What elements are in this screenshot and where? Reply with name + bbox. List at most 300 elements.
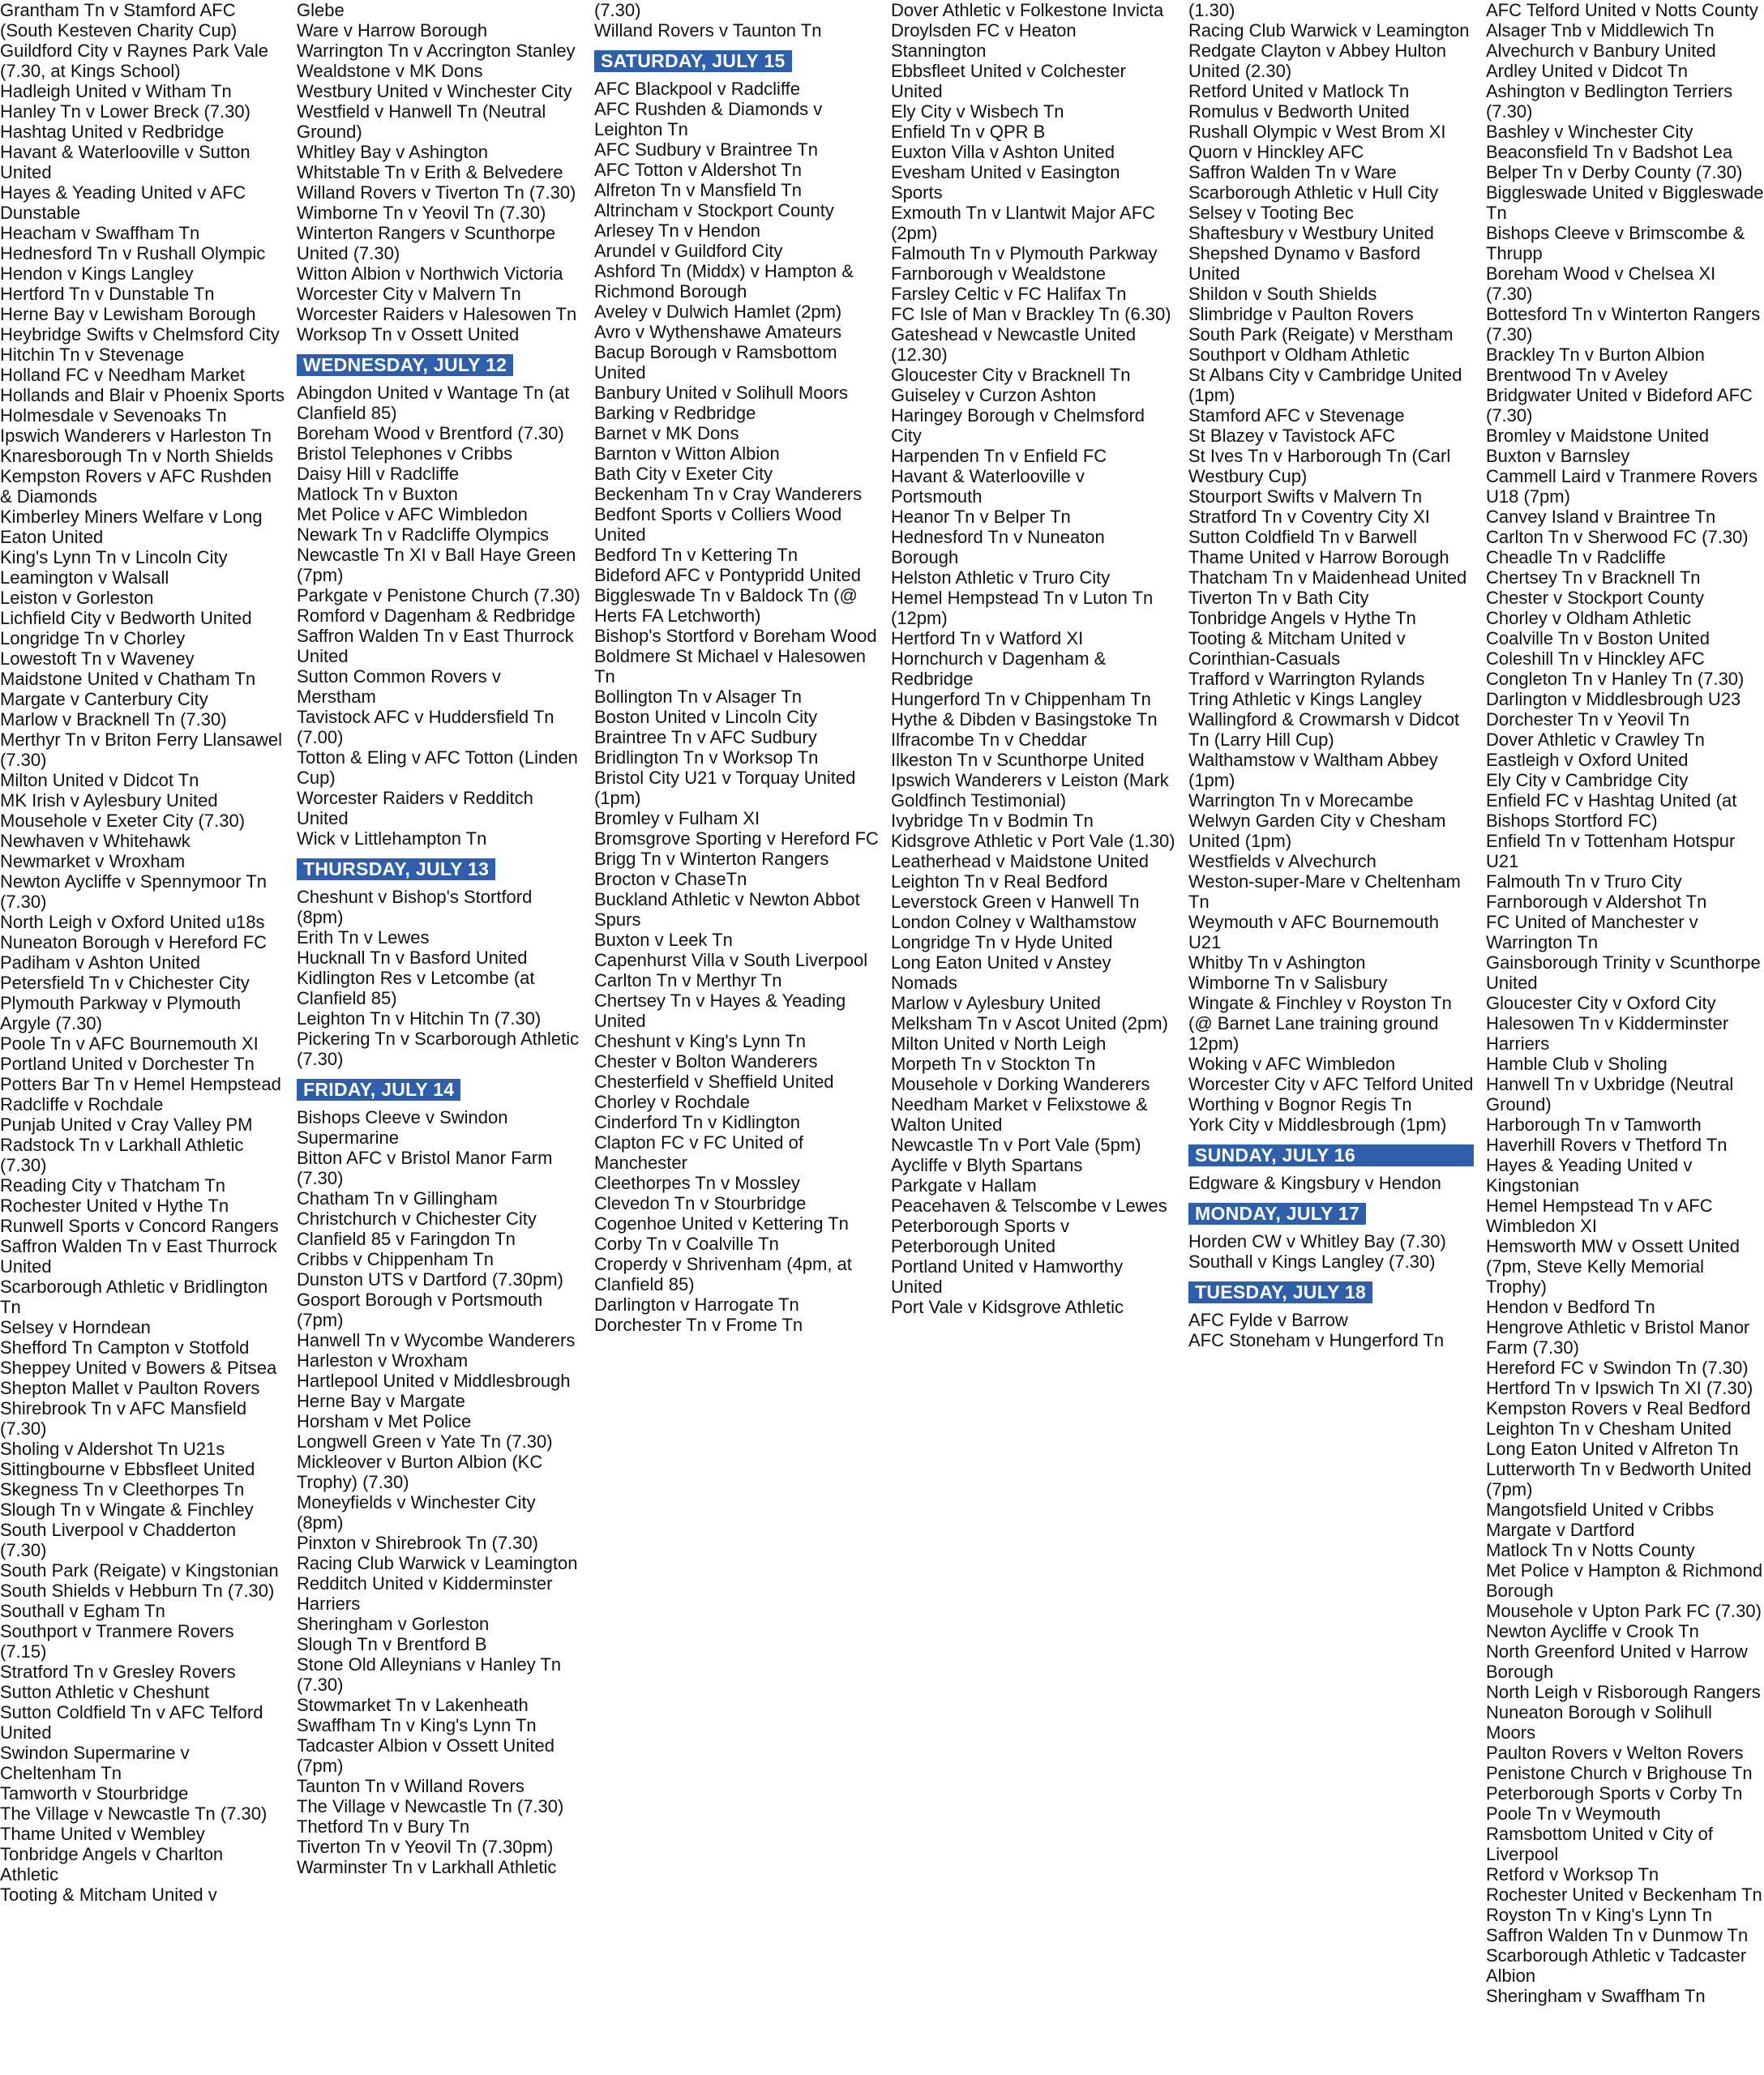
fixture-entry: Stamford AFC v Stevenage: [1188, 405, 1405, 426]
fixture-entry: Cleethorpes Tn v Mossley: [594, 1173, 800, 1193]
fixture-entry: Heacham v Swaffham Tn: [0, 223, 200, 243]
date-header: SUNDAY, JULY 16: [1188, 1144, 1474, 1166]
fixture-entry: Weymouth v AFC Bournemouth U21: [1188, 912, 1439, 952]
fixture-entry: Selsey v Tooting Bec: [1188, 203, 1354, 223]
fixture-entry: Matlock Tn v Buxton: [297, 484, 458, 504]
fixture-entry: Ipswich Wanderers v Harleston Tn: [0, 426, 272, 446]
fixture-entry: Worcester City v AFC Telford United: [1188, 1074, 1474, 1094]
fixture-entry: Farnborough v Aldershot Tn: [1486, 892, 1707, 912]
fixture-entry: Selsey v Horndean: [0, 1317, 151, 1337]
fixture-entry: Redditch United v Kidderminster Harriers: [297, 1573, 553, 1614]
fixture-entry: Hayes & Yeading United v AFC Dunstable: [0, 182, 246, 223]
fixture-entry: Ashford Tn (Middx) v Hampton & Richmond Borough: [594, 261, 854, 302]
fixture-entry: Whitstable Tn v Erith & Belvedere: [297, 162, 563, 182]
fixture-entry: Shildon v South Shields: [1188, 284, 1377, 304]
fixture-entry: Bridlington Tn v Worksop Tn: [594, 747, 819, 768]
fixture-entry: Croperdy v Shrivenham (4pm, at Clanfield 85): [594, 1254, 852, 1294]
fixture-entry: Haverhill Rovers v Thetford Tn: [1486, 1135, 1728, 1155]
fixture-entry: Beckenham Tn v Cray Wanderers: [594, 484, 863, 504]
fixture-entry: Darlington v Harrogate Tn: [594, 1294, 799, 1315]
fixture-entry: Mousehole v Upton Park FC (7.30): [1486, 1601, 1762, 1621]
fixture-entry: Ilkeston Tn v Scunthorpe United: [891, 750, 1145, 770]
fixture-entry: Biggleswade United v Biggleswade Tn: [1486, 182, 1764, 223]
fixture-entry: Carlton Tn v Sherwood FC (7.30): [1486, 527, 1749, 547]
fixture-entry: FC Isle of Man v Brackley Tn (6.30): [891, 304, 1171, 324]
fixture-entry: Evesham United v Easington Sports: [891, 162, 1120, 203]
fixture-entry: Sutton Athletic v Cheshunt: [0, 1682, 210, 1702]
fixture-entry: Droylsden FC v Heaton Stannington: [891, 20, 1077, 61]
fixture-entry: Tiverton Tn v Bath City: [1188, 588, 1369, 608]
fixture-entry: Dover Athletic v Crawley Tn: [1486, 729, 1705, 750]
fixture-entry: Leiston v Gorleston: [0, 588, 154, 608]
fixture-entry: Banbury United v Solihull Moors: [594, 383, 849, 403]
fixture-entry: Winterton Rangers v Scunthorpe United (7.30): [297, 223, 556, 263]
fixture-entry: North Leigh v Risborough Rangers: [1486, 1682, 1761, 1702]
fixture-entry: Worcester City v Malvern Tn: [297, 284, 521, 304]
fixture-entry: Met Police v AFC Wimbledon: [297, 504, 528, 524]
fixture-entry: Hanley Tn v Lower Breck (7.30): [0, 101, 250, 122]
fixture-entry: Saffron Walden Tn v East Thurrock United: [297, 626, 574, 666]
fixture-entry: Bristol Telephones v Cribbs: [297, 443, 513, 464]
fixture-entry: Lutterworth Tn v Bedworth United (7pm): [1486, 1459, 1752, 1500]
fixture-entry: Bishop's Stortford v Boreham Wood: [594, 626, 877, 646]
fixture-entry: Peterborough Sports v Corby Tn: [1486, 1783, 1743, 1803]
fixture-entry: Saffron Walden Tn v East Thurrock United: [0, 1236, 277, 1277]
fixture-entry: Lichfield City v Bedworth United: [0, 608, 252, 628]
fixture-entry: Ashington v Bedlington Terriers (7.30): [1486, 81, 1733, 122]
fixture-entry: Cammell Laird v Tranmere Rovers U18 (7pm): [1486, 466, 1758, 507]
date-header: FRIDAY, JULY 14: [297, 1079, 460, 1101]
fixture-entry: Coalville Tn v Boston United: [1486, 628, 1710, 648]
fixture-entry: Hemel Hempstead Tn v Luton Tn (12pm): [891, 588, 1154, 628]
fixture-entry: Brigg Tn v Winterton Rangers: [594, 849, 829, 869]
fixture-entry: Sittingbourne v Ebbsfleet United: [0, 1459, 255, 1479]
fixture-entry: Runwell Sports v Concord Rangers: [0, 1216, 279, 1236]
fixture-entry: South Liverpool v Chadderton (7.30): [0, 1520, 237, 1560]
fixture-entry: Arundel v Guildford City: [594, 241, 783, 261]
fixture-entry: Boldmere St Michael v Halesowen Tn: [594, 646, 867, 687]
fixture-entry: North Greenford United v Harrow Borough: [1486, 1641, 1748, 1682]
fixture-entry: Warrington Tn v Morecambe: [1188, 790, 1414, 811]
fixture-entry: Bristol City U21 v Torquay United (1pm): [594, 768, 856, 808]
fixture-entry: Bedfont Sports v Colliers Wood United: [594, 504, 842, 545]
fixture-entry: Gosport Borough v Portsmouth (7pm): [297, 1290, 543, 1330]
fixture-entry: Saffron Walden Tn v Dunmow Tn: [1486, 1925, 1749, 1945]
fixture-entry: Boston United v Lincoln City: [594, 707, 818, 727]
fixtures-column-6: [1486, 0, 1764, 2075]
fixture-entry: Wimborne Tn v Yeovil Tn (7.30): [297, 203, 546, 223]
fixture-entry: Leatherhead v Maidstone United: [891, 851, 1149, 871]
fixture-entry: Thame United v Harrow Borough: [1188, 547, 1449, 567]
fixture-entry: Hemsworth MW v Ossett United (7pm, Steve Kelly Memorial Trophy): [1486, 1236, 1740, 1297]
fixture-entry: Cheshunt v Bishop's Stortford (8pm): [297, 887, 533, 927]
fixture-entry: St Ives Tn v Harborough Tn (Carl Westbury Cup): [1188, 446, 1451, 486]
fixture-entry: Stone Old Alleynians v Hanley Tn (7.30): [297, 1654, 562, 1695]
fixture-entry: Harborough Tn v Tamworth: [1486, 1115, 1702, 1135]
fixture-entry: London Colney v Walthamstow: [891, 912, 1137, 932]
fixture-entry: Reading City v Thatcham Tn: [0, 1175, 225, 1196]
fixture-entry: Guildford City v Raynes Park Vale (7.30, at Kings School): [0, 41, 268, 81]
fixture-entry: Whitby Tn v Ashington: [1188, 952, 1366, 973]
fixture-entry: Portland United v Hamworthy United: [891, 1256, 1124, 1297]
fixture-entry: Wingate & Finchley v Royston Tn (@ Barnet Lane training ground 12pm): [1188, 993, 1452, 1054]
fixture-entry: Falmouth Tn v Plymouth Parkway: [891, 243, 1158, 263]
fixture-entry: Hartlepool United v Middlesbrough: [297, 1371, 571, 1391]
fixture-entry: Dover Athletic v Folkestone Invicta: [891, 0, 1164, 20]
fixture-entry: Cheadle Tn v Radcliffe: [1486, 547, 1666, 567]
fixture-entry: Newcastle Tn XI v Ball Haye Green (7pm): [297, 545, 576, 585]
fixture-entry: Tiverton Tn v Yeovil Tn (7.30pm): [297, 1837, 554, 1857]
fixture-entry: Bacup Borough v Ramsbottom United: [594, 342, 837, 383]
fixture-entry: Newhaven v Whitehawk: [0, 831, 191, 851]
fixture-entry: Kidsgrove Athletic v Port Vale (1.30): [891, 831, 1175, 851]
fixture-entry: Hanwell Tn v Wycombe Wanderers: [297, 1330, 576, 1350]
fixture-entry: Barking v Redbridge: [594, 403, 756, 423]
fixture-entry: Scarborough Athletic v Hull City: [1188, 182, 1439, 203]
fixture-entry: Swaffham Tn v King's Lynn Tn: [297, 1715, 537, 1735]
fixture-entry: Bromley v Maidstone United: [1486, 426, 1710, 446]
fixture-entry: Penistone Church v Brighouse Tn: [1486, 1763, 1753, 1783]
fixture-entry: Farsley Celtic v FC Halifax Tn: [891, 284, 1127, 304]
fixture-entry: Hendon v Bedford Tn: [1486, 1297, 1655, 1317]
fixture-entry: Marlow v Aylesbury United: [891, 993, 1101, 1013]
fixtures-column-2: [297, 0, 582, 2075]
fixture-entry: Petersfield Tn v Chichester City: [0, 973, 250, 993]
fixture-entry: Holmesdale v Sevenoaks Tn: [0, 405, 227, 426]
fixture-entry: Newcastle Tn v Port Vale (5pm): [891, 1135, 1141, 1155]
fixture-entry: Sutton Coldfield Tn v AFC Telford United: [0, 1702, 263, 1743]
fixture-entry: Hayes & Yeading United v Kingstonian: [1486, 1155, 1693, 1196]
fixture-entry: Boreham Wood v Brentford (7.30): [297, 423, 564, 443]
fixture-entry: King's Lynn Tn v Lincoln City: [0, 547, 228, 567]
fixture-entry: Shirebrook Tn v AFC Mansfield (7.30): [0, 1398, 247, 1439]
fixture-entry: Hucknall Tn v Basford United: [297, 948, 528, 968]
fixture-entry: Heybridge Swifts v Chelmsford City: [0, 324, 280, 344]
fixture-entry: Sholing v Aldershot Tn U21s: [0, 1439, 225, 1459]
fixture-entry: Wealdstone v MK Dons: [297, 61, 483, 81]
fixture-entry: Holland FC v Needham Market: [0, 365, 246, 385]
fixture-entry: Redgate Clayton v Abbey Hulton United (2.30): [1188, 41, 1446, 81]
fixture-entry: Horden CW v Whitley Bay (7.30): [1188, 1231, 1446, 1251]
fixture-entry: Nuneaton Borough v Hereford FC: [0, 932, 267, 952]
fixture-entry: Kidlington Res v Letcombe (at Clanfield 85): [297, 968, 535, 1008]
fixture-entry: Hertford Tn v Dunstable Tn: [0, 284, 215, 304]
fixture-entry: AFC Sudbury v Braintree Tn: [594, 139, 818, 160]
fixture-entry: Lowestoft Tn v Waveney: [0, 648, 195, 669]
fixture-entry: Herne Bay v Margate: [297, 1391, 465, 1411]
fixture-entry: Sheringham v Gorleston: [297, 1614, 490, 1634]
fixture-entry: (7.30): [594, 0, 641, 20]
fixture-entry: Slough Tn v Brentford B: [297, 1634, 487, 1654]
fixture-entry: Hollands and Blair v Phoenix Sports: [0, 385, 285, 405]
fixture-entry: Bitton AFC v Bristol Manor Farm (7.30): [297, 1148, 553, 1188]
fixture-entry: Nuneaton Borough v Solihull Moors: [1486, 1702, 1712, 1743]
fixture-entry: Portland United v Dorchester Tn: [0, 1054, 255, 1074]
fixture-entry: Moneyfields v Winchester City (8pm): [297, 1492, 536, 1533]
fixture-entry: AFC Telford United v Notts County: [1486, 0, 1758, 20]
fixture-entry: Avro v Wythenshawe Amateurs: [594, 322, 842, 342]
fixture-entry: Brentwood Tn v Aveley: [1486, 365, 1668, 385]
fixture-entry: Hungerford Tn v Chippenham Tn: [891, 689, 1151, 709]
fixture-entry: Retford United v Matlock Tn: [1188, 81, 1410, 101]
fixture-entry: AFC Totton v Aldershot Tn: [594, 160, 802, 180]
fixture-entry: Sheringham v Swaffham Tn: [1486, 1986, 1706, 2006]
fixture-entry: Hednesford Tn v Nuneaton Borough: [891, 527, 1105, 567]
fixture-entry: Bromley v Fulham XI: [594, 808, 760, 828]
fixture-entry: South Park (Reigate) v Merstham: [1188, 324, 1454, 344]
fixture-entry: Dunston UTS v Dartford (7.30pm): [297, 1269, 563, 1290]
fixture-entry: Guiseley v Curzon Ashton: [891, 385, 1097, 405]
fixture-entry: Leamington v Walsall: [0, 567, 169, 588]
fixture-entry: South Park (Reigate) v Kingstonian: [0, 1560, 279, 1581]
fixture-entry: Newmarket v Wroxham: [0, 851, 186, 871]
fixture-entry: Carlton Tn v Merthyr Tn: [594, 970, 782, 990]
fixture-entry: AFC Rushden & Diamonds v Leighton Tn: [594, 99, 823, 139]
fixture-entry: Arlesey Tn v Hendon: [594, 220, 761, 241]
fixture-entry: Margate v Dartford: [1486, 1520, 1635, 1540]
fixture-entry: Royston Tn v King's Lynn Tn: [1486, 1905, 1712, 1925]
fixture-entry: Longridge Tn v Chorley: [0, 628, 186, 648]
fixture-entry: Enfield Tn v Tottenham Hotspur U21: [1486, 831, 1736, 871]
fixture-entry: Scarborough Athletic v Tadcaster Albion: [1486, 1945, 1747, 1986]
fixture-entry: Erith Tn v Lewes: [297, 927, 430, 948]
fixture-entry: Warrington Tn v Accrington Stanley: [297, 41, 576, 61]
fixture-entry: Southall v Kings Langley (7.30): [1188, 1251, 1436, 1272]
fixture-entry: Worthing v Bognor Regis Tn: [1188, 1094, 1412, 1115]
fixture-entry: Southall v Egham Tn: [0, 1601, 165, 1621]
fixture-entry: Mangotsfield United v Cribbs: [1486, 1500, 1715, 1520]
fixture-entry: South Shields v Hebburn Tn (7.30): [0, 1581, 275, 1601]
fixture-entry: Plymouth Parkway v Plymouth Argyle (7.30): [0, 993, 242, 1033]
fixture-entry: Chesterfield v Sheffield United: [594, 1072, 834, 1092]
fixture-entry: Havant & Waterlooville v Portsmouth: [891, 466, 1085, 507]
fixture-entry: Eastleigh v Oxford United: [1486, 750, 1689, 770]
fixtures-column-5: [1188, 0, 1474, 2075]
fixture-entry: Rochester United v Hythe Tn: [0, 1196, 229, 1216]
fixture-entry: Padiham v Ashton United: [0, 952, 201, 973]
fixture-entry: Sutton Common Rovers v Merstham: [297, 666, 501, 707]
fixture-entry: Aycliffe v Blyth Spartans: [891, 1155, 1083, 1175]
fixture-entry: Thatcham Tn v Maidenhead United: [1188, 567, 1467, 588]
fixture-entry: Grantham Tn v Stamford AFC (South Kesteven Charity Cup): [0, 0, 238, 41]
fixture-entry: Peacehaven & Telscombe v Lewes: [891, 1196, 1167, 1216]
fixture-entry: Bedford Tn v Kettering Tn: [594, 545, 799, 565]
fixture-entry: Wallingford & Crowmarsh v Didcot Tn (Larry Hill Cup): [1188, 709, 1460, 750]
fixture-entry: Helston Athletic v Truro City: [891, 567, 1111, 588]
fixture-entry: AFC Stoneham v Hungerford Tn: [1188, 1330, 1445, 1350]
fixture-entry: Cribbs v Chippenham Tn: [297, 1249, 494, 1269]
fixture-entry: Dorchester Tn v Yeovil Tn: [1486, 709, 1690, 729]
fixture-entry: Sheppey United v Bowers & Pitsea: [0, 1358, 277, 1378]
fixture-entry: Brackley Tn v Burton Albion: [1486, 344, 1705, 365]
fixture-entry: Paulton Rovers v Welton Rovers: [1486, 1743, 1744, 1763]
fixture-entry: Tavistock AFC v Huddersfield Tn (7.00): [297, 707, 554, 747]
fixture-entry: Braintree Tn v AFC Sudbury: [594, 727, 817, 747]
date-header: WEDNESDAY, JULY 12: [297, 354, 513, 376]
fixture-entry: Maidstone United v Chatham Tn: [0, 669, 256, 689]
fixture-entry: Gainsborough Trinity v Scunthorpe United: [1486, 952, 1761, 993]
fixture-entry: Harpenden Tn v Enfield FC: [891, 446, 1107, 466]
fixture-entry: Bridgwater United v Bideford AFC (7.30): [1486, 385, 1753, 426]
fixture-entry: Romulus v Bedworth United: [1188, 101, 1410, 122]
fixture-entry: Capenhurst Villa v South Liverpool: [594, 950, 868, 970]
date-header: TUESDAY, JULY 18: [1188, 1281, 1372, 1303]
fixture-entry: Buxton v Leek Tn: [594, 930, 733, 950]
fixture-entry: Woking v AFC Wimbledon: [1188, 1054, 1396, 1074]
fixture-entry: Stratford Tn v Gresley Rovers: [0, 1662, 236, 1682]
fixture-entry: Milton United v Didcot Tn: [0, 770, 199, 790]
fixture-entry: Alvechurch v Banbury United: [1486, 41, 1716, 61]
fixture-entry: Ardley United v Didcot Tn: [1486, 61, 1689, 81]
fixture-entry: The Village v Newcastle Tn (7.30): [297, 1796, 564, 1816]
fixture-entry: Longwell Green v Yate Tn (7.30): [297, 1431, 553, 1452]
fixture-entry: Hednesford Tn v Rushall Olympic: [0, 243, 266, 263]
fixture-entry: Hythe & Dibden v Basingstoke Tn: [891, 709, 1158, 729]
fixture-entry: Leighton Tn v Hitchin Tn (7.30): [297, 1008, 542, 1029]
date-header: THURSDAY, JULY 13: [297, 858, 495, 880]
fixture-entry: Racing Club Warwick v Leamington: [297, 1553, 578, 1573]
fixture-entry: Westbury United v Winchester City: [297, 81, 572, 101]
fixture-entry: Radcliffe v Rochdale: [0, 1094, 164, 1115]
fixture-entry: Horsham v Met Police: [297, 1411, 472, 1431]
fixtures-column-4: [891, 0, 1176, 2075]
fixture-entry: Hornchurch v Dagenham & Redbridge: [891, 648, 1107, 689]
fixture-entry: Weston-super-Mare v Cheltenham Tn: [1188, 871, 1461, 912]
fixture-entry: Hengrove Athletic v Bristol Manor Farm (7.30): [1486, 1317, 1750, 1358]
fixture-entry: Scarborough Athletic v Bridlington Tn: [0, 1277, 268, 1317]
fixture-entry: Needham Market v Felixstowe & Walton United: [891, 1094, 1148, 1135]
fixture-entry: Kempston Rovers v AFC Rushden & Diamonds: [0, 466, 272, 507]
fixture-entry: Southport v Tranmere Rovers (7.15): [0, 1621, 234, 1662]
fixture-entry: Hadleigh United v Witham Tn: [0, 81, 232, 101]
fixture-entry: Stratford Tn v Coventry City XI: [1188, 507, 1430, 527]
fixture-entry: Wimborne Tn v Salisbury: [1188, 973, 1388, 993]
fixture-entry: Poole Tn v Weymouth: [1486, 1803, 1661, 1824]
fixture-entry: Gloucester City v Oxford City: [1486, 993, 1716, 1013]
fixture-entry: Falmouth Tn v Truro City: [1486, 871, 1682, 892]
fixture-entry: Tring Athletic v Kings Langley: [1188, 689, 1422, 709]
fixtures-column-1: [0, 0, 285, 2075]
fixture-entry: Bath City v Exeter City: [594, 464, 773, 484]
fixture-entry: Rushall Olympic v West Brom XI: [1188, 122, 1446, 142]
fixture-entry: Retford v Worksop Tn: [1486, 1864, 1659, 1885]
fixture-entry: Hertford Tn v Ipswich Tn XI (7.30): [1486, 1378, 1753, 1398]
fixture-entry: Chester v Stockport County: [1486, 588, 1705, 608]
fixture-entry: Haringey Borough v Chelmsford City: [891, 405, 1145, 446]
fixture-entry: Chatham Tn v Gillingham: [297, 1188, 498, 1209]
fixture-entry: Willand Rovers v Taunton Tn: [594, 20, 822, 41]
fixture-entry: Cheshunt v King's Lynn Tn: [594, 1031, 807, 1051]
fixture-entry: St Blazey v Tavistock AFC: [1188, 426, 1396, 446]
fixture-entry: Christchurch v Chichester City: [297, 1209, 537, 1229]
fixture-entry: Margate v Canterbury City: [0, 689, 208, 709]
fixture-entry: Willand Rovers v Tiverton Tn (7.30): [297, 182, 576, 203]
fixture-entry: Canvey Island v Braintree Tn: [1486, 507, 1716, 527]
fixture-entry: Walthamstow v Waltham Abbey (1pm): [1188, 750, 1438, 790]
fixture-entry: Belper Tn v Derby County (7.30): [1486, 162, 1743, 182]
fixture-entry: Ely City v Cambridge City: [1486, 770, 1689, 790]
fixture-entry: Corby Tn v Coalville Tn: [594, 1234, 779, 1254]
fixture-entry: Warminster Tn v Larkhall Athletic: [297, 1857, 557, 1877]
fixture-entry: Kempston Rovers v Real Bedford: [1486, 1398, 1751, 1418]
fixture-entry: Tamworth v Stourbridge: [0, 1783, 189, 1803]
fixture-entry: Matlock Tn v Notts County: [1486, 1540, 1695, 1560]
fixture-entry: Ramsbottom United v City of Liverpool: [1486, 1824, 1713, 1864]
fixture-entry: Merthyr Tn v Briton Ferry Llansawel (7.30): [0, 729, 283, 770]
fixture-entry: Hitchin Tn v Stevenage: [0, 344, 185, 365]
fixture-entry: Quorn v Hinckley AFC: [1188, 142, 1364, 162]
fixture-entry: Daisy Hill v Radcliffe: [297, 464, 460, 484]
fixture-entry: Radstock Tn v Larkhall Athletic (7.30): [0, 1135, 244, 1175]
fixture-entry: Long Eaton United v Alfreton Tn: [1486, 1439, 1739, 1459]
fixture-entry: Newton Aycliffe v Spennymoor Tn (7.30): [0, 871, 267, 912]
fixture-entry: Wick v Littlehampton Tn: [297, 828, 487, 849]
fixture-entry: Hashtag United v Redbridge: [0, 122, 225, 142]
fixture-entry: Bromsgrove Sporting v Hereford FC: [594, 828, 879, 849]
fixture-entry: North Leigh v Oxford United u18s: [0, 912, 265, 932]
fixture-entry: Leighton Tn v Real Bedford: [891, 871, 1108, 892]
fixture-entry: Stowmarket Tn v Lakenheath: [297, 1695, 529, 1715]
fixture-entry: Welwyn Garden City v Chesham United (1pm): [1188, 811, 1446, 851]
fixture-entry: Slimbridge v Paulton Rovers: [1188, 304, 1414, 324]
fixture-entry: Parkgate v Penistone Church (7.30): [297, 585, 580, 605]
fixture-entry: Tooting & Mitcham United v Corinthian-Casuals: [1188, 628, 1406, 669]
fixture-entry: Mousehole v Dorking Wanderers: [891, 1074, 1150, 1094]
fixture-entry: Thame United v Wembley: [0, 1824, 205, 1844]
fixture-entry: Biggleswade Tn v Baldock Tn (@ Herts FA Letchworth): [594, 585, 858, 626]
fixture-entry: Exmouth Tn v Llantwit Major AFC (2pm): [891, 203, 1156, 243]
fixture-entry: Alfreton Tn v Mansfield Tn: [594, 180, 802, 200]
fixture-entry: Bishops Cleeve v Swindon Supermarine: [297, 1107, 508, 1148]
fixture-entry: Buxton v Barnsley: [1486, 446, 1630, 466]
fixture-entry: Ilfracombe Tn v Cheddar: [891, 729, 1087, 750]
fixture-entry: Melksham Tn v Ascot United (2pm): [891, 1013, 1168, 1033]
fixture-entry: Witton Albion v Northwich Victoria: [297, 263, 563, 284]
fixture-entry: Tooting & Mitcham United v: [0, 1885, 217, 1905]
fixture-entry: Beaconsfield Tn v Badshot Lea: [1486, 142, 1733, 162]
fixture-entry: Enfield Tn v QPR B: [891, 122, 1046, 142]
fixture-entry: Abingdon United v Wantage Tn (at Clanfield 85): [297, 383, 570, 423]
date-header: MONDAY, JULY 17: [1188, 1203, 1366, 1225]
fixture-entry: St Albans City v Cambridge United (1pm): [1188, 365, 1462, 405]
fixture-entry: Edgware & Kingsbury v Hendon: [1188, 1173, 1441, 1193]
fixture-entry: Clevedon Tn v Stourbridge: [594, 1193, 807, 1213]
fixture-entry: Pickering Tn v Scarborough Athletic (7.30): [297, 1029, 580, 1069]
fixture-entry: Knaresborough Tn v North Shields: [0, 446, 274, 466]
fixture-entry: Coleshill Tn v Hinckley AFC: [1486, 648, 1705, 669]
fixture-entry: MK Irish v Aylesbury United: [0, 790, 218, 811]
fixture-entry: Taunton Tn v Willand Rovers: [297, 1776, 524, 1796]
fixture-entry: Ivybridge Tn v Bodmin Tn: [891, 811, 1094, 831]
fixture-entry: Marlow v Bracknell Tn (7.30): [0, 709, 227, 729]
fixture-entry: Bottesford Tn v Winterton Rangers (7.30): [1486, 304, 1761, 344]
fixture-entry: Farnborough v Wealdstone: [891, 263, 1106, 284]
fixture-entry: Leverstock Green v Hanwell Tn: [891, 892, 1140, 912]
fixture-entry: Gateshead v Newcastle United (12.30): [891, 324, 1137, 365]
fixture-entry: Euxton Villa v Ashton United: [891, 142, 1115, 162]
fixture-entry: Westfields v Alvechurch: [1188, 851, 1377, 871]
fixture-entry: Hamble Club v Sholing: [1486, 1054, 1668, 1074]
fixture-entry: Hendon v Kings Langley: [0, 263, 194, 284]
fixture-entry: AFC Fylde v Barrow: [1188, 1310, 1348, 1330]
fixture-entry: Hemel Hempstead Tn v AFC Wimbledon XI: [1486, 1196, 1713, 1236]
fixture-entry: Worcester Raiders v Halesowen Tn: [297, 304, 577, 324]
fixture-entry: Swindon Supermarine v Cheltenham Tn: [0, 1743, 190, 1783]
fixture-entry: Chertsey Tn v Hayes & Yeading United: [594, 990, 846, 1031]
fixture-entry: Hertford Tn v Watford XI: [891, 628, 1084, 648]
fixture-entry: Potters Bar Tn v Hemel Hempstead: [0, 1074, 281, 1094]
fixture-entry: Chertsey Tn v Bracknell Tn: [1486, 567, 1701, 588]
